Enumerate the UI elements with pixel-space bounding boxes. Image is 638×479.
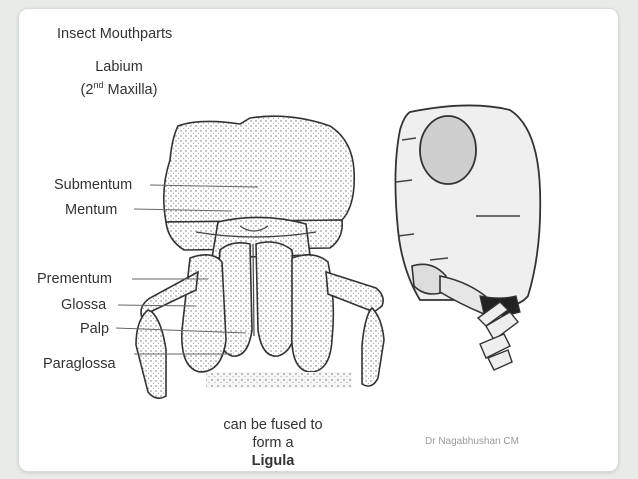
label-palp: Palp — [80, 321, 110, 337]
labial-palp-right-seg — [362, 308, 384, 386]
labial-palp-right — [326, 272, 383, 312]
subtitle-sup: nd — [93, 80, 104, 90]
glossa-lobe-right — [256, 242, 296, 356]
caption-line2: form a — [252, 435, 294, 451]
labium-drawing — [136, 116, 384, 398]
caption-ligula: Ligula — [251, 453, 295, 469]
compound-eye — [420, 116, 476, 184]
submentum-plate — [164, 116, 355, 222]
author-credit: Dr Nagabhushan CM — [425, 436, 519, 447]
insect-head-drawing — [395, 105, 540, 370]
label-paraglossa: Paraglossa — [43, 356, 116, 372]
label-prementum: Prementum — [37, 271, 112, 287]
label-glossa: Glossa — [61, 297, 107, 313]
label-submentum: Submentum — [54, 177, 133, 193]
slide-title: Insect Mouthparts — [57, 26, 173, 42]
drawing-base-stipple — [206, 372, 352, 388]
subtitle-open: (2 — [80, 81, 94, 98]
subtitle-rest: Maxilla) — [103, 81, 158, 98]
ligula-caption — [200, 416, 346, 470]
subtitle-main: Labium — [95, 59, 143, 75]
label-mentum: Mentum — [65, 202, 118, 218]
glossa-midline — [253, 244, 254, 336]
caption-line1: can be fused to — [223, 417, 323, 433]
